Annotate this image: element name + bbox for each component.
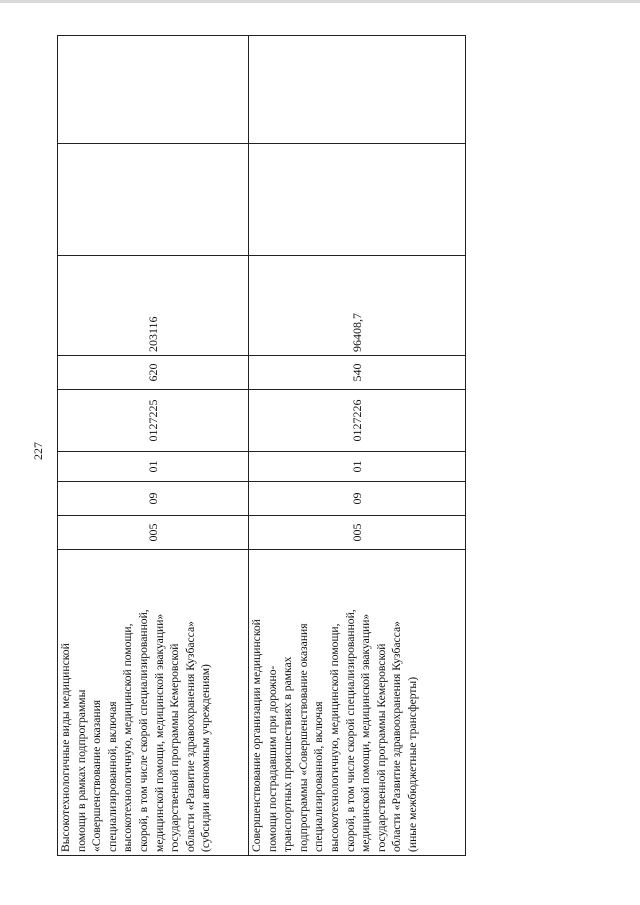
- empty-cell: [249, 144, 466, 256]
- table-row: [58, 36, 249, 856]
- subsection-code: 01: [249, 452, 466, 482]
- section-code: 09: [58, 482, 249, 516]
- target-article-code: 0127225: [58, 390, 249, 452]
- page-number: 227: [31, 442, 45, 460]
- budget-table: [57, 35, 466, 856]
- expense-type-code: 620: [58, 356, 249, 390]
- empty-cell: [58, 144, 249, 256]
- ministry-code: 005: [249, 516, 466, 550]
- target-article-code: 0127226: [249, 390, 466, 452]
- scan-edge: [0, 0, 640, 3]
- amount-value: 203116: [58, 256, 249, 356]
- section-code: 09: [249, 482, 466, 516]
- table-row: [249, 36, 466, 856]
- expense-type-code: 540: [249, 356, 466, 390]
- empty-cell: [249, 36, 466, 144]
- amount-value: 96408,7: [249, 256, 466, 356]
- subsection-code: 01: [58, 452, 249, 482]
- rotated-table-container: [57, 36, 465, 856]
- row-description: Высокотехнологичные виды медицинской помощи в рамках подпрограммы «Совершенствование оказания специализированной, включая высокотехнологичную, медицинской помощи, скорой, в том числе скорой специализированной, медицинской помощи, медицинской эвакуации» государственной программы Кемеровской области «Развитие здравоохранения Кузбасса» (субсидии автономным учреждениям): [58, 550, 249, 856]
- row-description: Совершенствование организации медицинской помощи пострадавшим при дорожно- транспортных происшествиях в рамках подпрограммы «Совершенствование оказания специализированной, включая высокотехнологичную, медицинской помощи, скорой, в том числе скорой специализированной, медицинской помощи, медицинской эвакуации» государственной программы Кемеровской области «Развитие здравоохранения Кузбасса» (иные межбюджетные трансферты): [249, 550, 466, 856]
- empty-cell: [58, 36, 249, 144]
- ministry-code: 005: [58, 516, 249, 550]
